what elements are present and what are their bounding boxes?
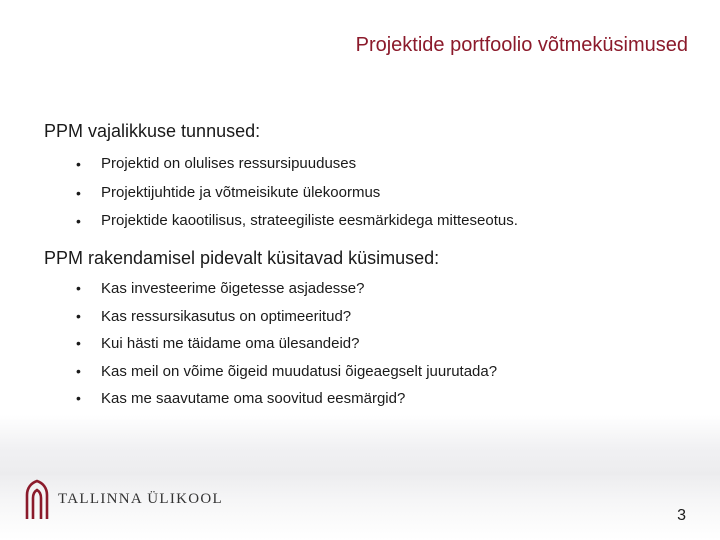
bullet-text: Projektijuhtide ja võtmeisikute ülekoormus	[101, 183, 381, 201]
bullet-text: Projektide kaootilisus, strateegiliste eesmärkidega mitteseotus.	[101, 212, 518, 229]
bullet-dot-icon: •	[76, 390, 81, 406]
bullet-dot-icon: •	[76, 156, 81, 172]
bullet-text: Kui hästi me täidame oma ülesandeid?	[101, 335, 360, 352]
section-ppm-need	[44, 120, 694, 236]
bullet-item	[44, 303, 694, 331]
bullet-text: Kas meil on võime õigeid muudatusi õigeaegselt juurutada?	[101, 362, 498, 380]
university-name: TALLINNA ÜLIKOOL	[58, 490, 223, 507]
bullet-item	[44, 150, 694, 179]
bullet-item	[44, 179, 694, 208]
bullet-dot-icon: •	[76, 280, 81, 296]
bullet-item	[44, 358, 694, 386]
page-number: 3	[677, 507, 686, 524]
bullet-dot-icon: •	[76, 213, 81, 229]
section-heading: PPM rakendamisel pidevalt küsitavad küsimused:	[44, 248, 440, 268]
university-logo	[24, 477, 223, 521]
bullet-list	[44, 275, 694, 413]
bullet-text: Kas me saavutame oma soovitud eesmärgid?	[101, 390, 406, 407]
bullet-list	[44, 150, 694, 236]
section-heading: PPM vajalikkuse tunnused:	[44, 121, 261, 141]
bullet-dot-icon: •	[76, 307, 81, 324]
bullet-item	[44, 207, 694, 236]
bullet-text: Projektid on olulises ressursipuuduses	[101, 155, 357, 172]
university-arch-icon	[24, 479, 50, 519]
bullet-text: Kas investeerime õigetesse asjadesse?	[101, 280, 365, 297]
bullet-dot-icon: •	[76, 362, 81, 379]
section-ppm-questions	[44, 247, 694, 413]
bullet-item	[44, 275, 694, 303]
footer-band	[0, 415, 720, 475]
bullet-dot-icon: •	[76, 335, 81, 351]
bullet-text: Kas ressursikasutus on optimeeritud?	[101, 307, 352, 325]
bullet-item	[44, 385, 694, 413]
slide-title: Projektide portfoolio võtmeküsimused	[355, 34, 688, 56]
bullet-dot-icon: •	[76, 184, 81, 201]
bullet-item	[44, 330, 694, 358]
